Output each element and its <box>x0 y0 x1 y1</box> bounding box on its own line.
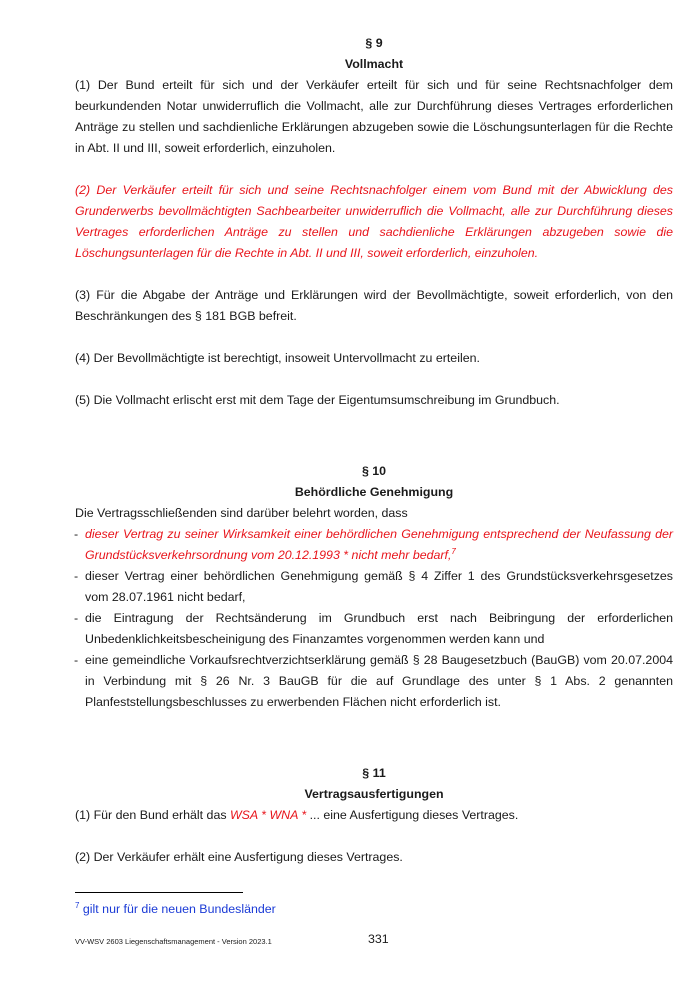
section-10-intro: Die Vertragsschließenden sind darüber belehrt worden, dass <box>75 506 408 520</box>
section-10-number: § 10 <box>361 464 387 478</box>
section-9-paragraph-2: (2) Der Verkäufer erteilt für sich und seine Rechtsnachfolger einem vom Bund mit der Abwicklung des Grunderwerbs bevollmächtigten Sachbearbeiter unwiderruflich die Vollmacht, alle zur Durchführung dieses Vertrages erforderlichen Anträge zu stellen und sachdienliche Erklärungen abzugeben sowie die Löschungsunterlagen für die Rechte in Abt. II und III, soweit erforderlich, einzuholen. <box>75 183 673 260</box>
section-9-title: Vollmacht <box>344 57 404 71</box>
list-item-text: eine gemeindliche Vorkaufsrechtverzichtserklärung gemäß § 28 Baugesetzbuch (BauGB) vom 20.07.2004 in Verbindung mit § 26 Nr. 3 BauGB für die auf Grundlage des unter § 1 Abs. 2 genannten Planfeststellungsbeschlusses zu erwerbenden Flächen nicht erforderlich ist. <box>85 653 673 709</box>
footnote-text: gilt nur für die neuen Bundesländer <box>79 902 276 916</box>
footnote-reference: 7 <box>451 546 456 556</box>
paragraph-text: ... eine Ausfertigung dieses Vertrages. <box>306 808 519 822</box>
footnote-marker: 7 <box>75 900 80 910</box>
section-9-paragraph-1: (1) Der Bund erteilt für sich und der Verkäufer erteilt für sich und für seine Rechtsnachfolger dem beurkundenden Notar unwiderruflich die Vollmacht, alle zur Durchführung dieses Vertrages erforderlichen Anträge zu stellen und sachdienliche Erklärungen abzugeben sowie die Löschungsunterlagen für die Rechte in Abt. II und III, soweit erforderlich, einzuholen. <box>75 78 673 155</box>
section-11-number: § 11 <box>362 766 386 780</box>
section-9-number: § 9 <box>365 36 383 50</box>
list-dash: - <box>74 653 79 667</box>
list-item <box>75 566 673 608</box>
paragraph-text: (1) Für den Bund erhält das <box>75 808 230 822</box>
list-item <box>75 608 673 650</box>
page-content <box>75 33 673 868</box>
list-dash: - <box>74 569 79 583</box>
placeholder-red: WSA * WNA * <box>229 808 307 822</box>
section-10-title: Behördliche Genehmigung <box>294 485 454 499</box>
list-dash: - <box>74 611 79 625</box>
list-item <box>75 524 673 566</box>
list-item-text: dieser Vertrag einer behördlichen Genehmigung gemäß § 4 Ziffer 1 des Grundstücksverkehrsgesetzes vom 28.07.1961 nicht bedarf, <box>85 569 673 604</box>
section-9-paragraph-4: (4) Der Bevollmächtigte ist berechtigt, insoweit Untervollmacht zu erteilen. <box>75 351 480 365</box>
list-item <box>75 650 673 713</box>
footnote-separator <box>75 892 243 893</box>
section-9-paragraph-5: (5) Die Vollmacht erlischt erst mit dem Tage der Eigentumsumschreibung im Grundbuch. <box>75 393 560 407</box>
section-11-paragraph-2: (2) Der Verkäufer erhält eine Ausfertigung dieses Vertrages. <box>75 850 403 864</box>
section-11-paragraph-1 <box>75 805 673 826</box>
list-item-text-red: dieser Vertrag zu seiner Wirksamkeit einer behördlichen Genehmigung entsprechend der Neufassung der Grundstücksverkehrsordnung vom 20.12.1993 * nicht mehr bedarf, <box>85 527 673 562</box>
list-dash: - <box>74 527 79 541</box>
section-9-paragraph-3: (3) Für die Abgabe der Anträge und Erklärungen wird der Bevollmächtigte, soweit erforderlich, von den Beschränkungen des § 181 BGB befreit. <box>75 288 673 323</box>
section-11-title: Vertragsausfertigungen <box>304 787 444 801</box>
page-number: 331 <box>368 932 389 946</box>
footer-document-id: VV-WSV 2603 Liegenschaftsmanagement - Version 2023.1 <box>75 937 272 946</box>
list-item-text: die Eintragung der Rechtsänderung im Grundbuch erst nach Beibringung der erforderlichen Unbedenklichkeitsbescheinigung des Finanzamtes vorgenommen werden kann und <box>85 611 673 646</box>
footnote <box>75 902 276 916</box>
section-10-list <box>75 524 673 713</box>
